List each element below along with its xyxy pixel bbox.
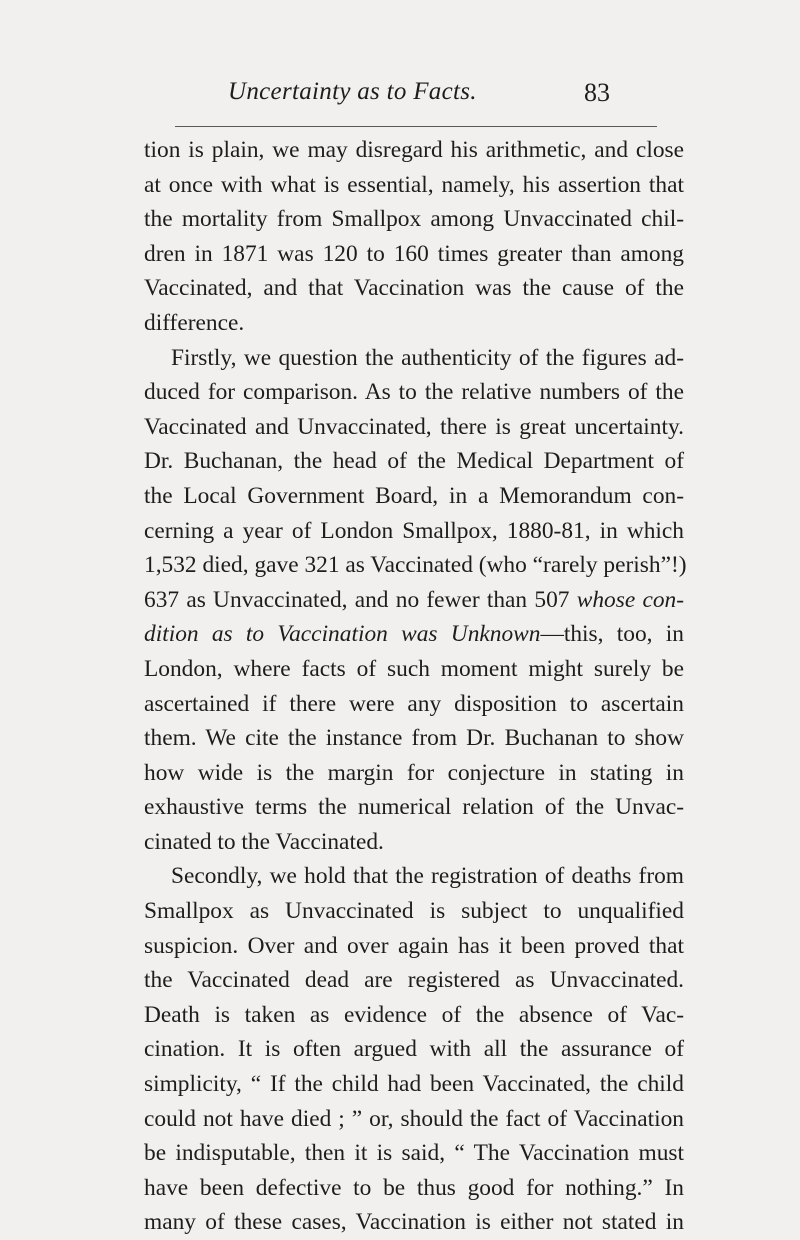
italic-run: whose con- — [576, 586, 685, 613]
header-rule — [175, 126, 657, 127]
text-line: Firstly, we question the authenticity of the figures ad- — [171, 344, 684, 371]
text-line: Secondly, we hold that the registration of deaths from — [171, 863, 684, 890]
italic-run: dition as to Vaccination was Unknown — [144, 621, 541, 648]
text-line: suspicion. Over and over again has it been proved that — [144, 932, 684, 959]
text-line: Vaccinated, and that Vaccination was the cause of the — [144, 275, 684, 302]
text-line: Death is taken as evidence of the absence of Vac- — [144, 1001, 684, 1028]
text-line: them. We cite the instance from Dr. Buchanan to show — [144, 725, 684, 752]
text-line: have been defective to be thus good for nothing.” In — [144, 1174, 684, 1201]
body-text — [144, 133, 687, 1240]
running-head — [228, 78, 648, 112]
text-line: difference. — [144, 309, 245, 336]
text-line: could not have died ; ” or, should the fact of Vaccination — [144, 1105, 684, 1132]
text-line: cerning a year of London Smallpox, 1880-81, in which — [144, 517, 684, 544]
text-line-mixed — [144, 617, 684, 652]
paragraph-2 — [144, 341, 687, 860]
paragraph-3 — [144, 859, 684, 1240]
text-line: Smallpox as Unvaccinated is subject to unqualified — [144, 898, 684, 925]
text-run: 637 as Unvaccinated, and no fewer than 507 — [144, 586, 570, 613]
running-title: Uncertainty as to Facts. — [228, 78, 477, 105]
text-line: tion is plain, we may disregard his arithmetic, and close — [144, 137, 684, 163]
text-line: the mortality from Smallpox among Unvaccinated chil- — [144, 206, 684, 233]
text-run: —this, too, in — [540, 621, 684, 648]
text-line: London, where facts of such moment might surely be — [144, 655, 684, 682]
text-line: dren in 1871 was 120 to 160 times greater than among — [144, 240, 684, 267]
text-line: Dr. Buchanan, the head of the Medical Department of — [144, 448, 684, 475]
text-line: simplicity, “ If the child had been Vaccinated, the child — [144, 1071, 684, 1098]
text-line: 1,532 died, gave 321 as Vaccinated (who “rarely perish”!) — [144, 552, 687, 579]
text-line-mixed — [144, 583, 684, 618]
text-line: ascertained if there were any disposition to ascertain — [144, 690, 684, 717]
page-number: 83 — [584, 78, 610, 107]
paragraph-1 — [144, 133, 684, 341]
text-line: cination. It is often argued with all the assurance of — [144, 1036, 684, 1063]
text-line: exhaustive terms the numerical relation of the Unvac- — [144, 794, 684, 821]
text-line: Vaccinated and Unvaccinated, there is great uncertainty. — [144, 413, 684, 440]
text-line: at once with what is essential, namely, his assertion that — [144, 171, 684, 198]
text-line: how wide is the margin for conjecture in stating in — [144, 759, 684, 786]
text-line: duced for comparison. As to the relative numbers of the — [144, 379, 684, 406]
text-line: the Local Government Board, in a Memorandum con- — [144, 482, 684, 509]
text-line: the Vaccinated dead are registered as Unvaccinated. — [144, 967, 684, 994]
text-line: be indisputable, then it is said, “ The Vaccination must — [144, 1140, 684, 1167]
text-line: many of these cases, Vaccination is either not stated in — [144, 1209, 684, 1236]
text-line: cinated to the Vaccinated. — [144, 828, 384, 855]
